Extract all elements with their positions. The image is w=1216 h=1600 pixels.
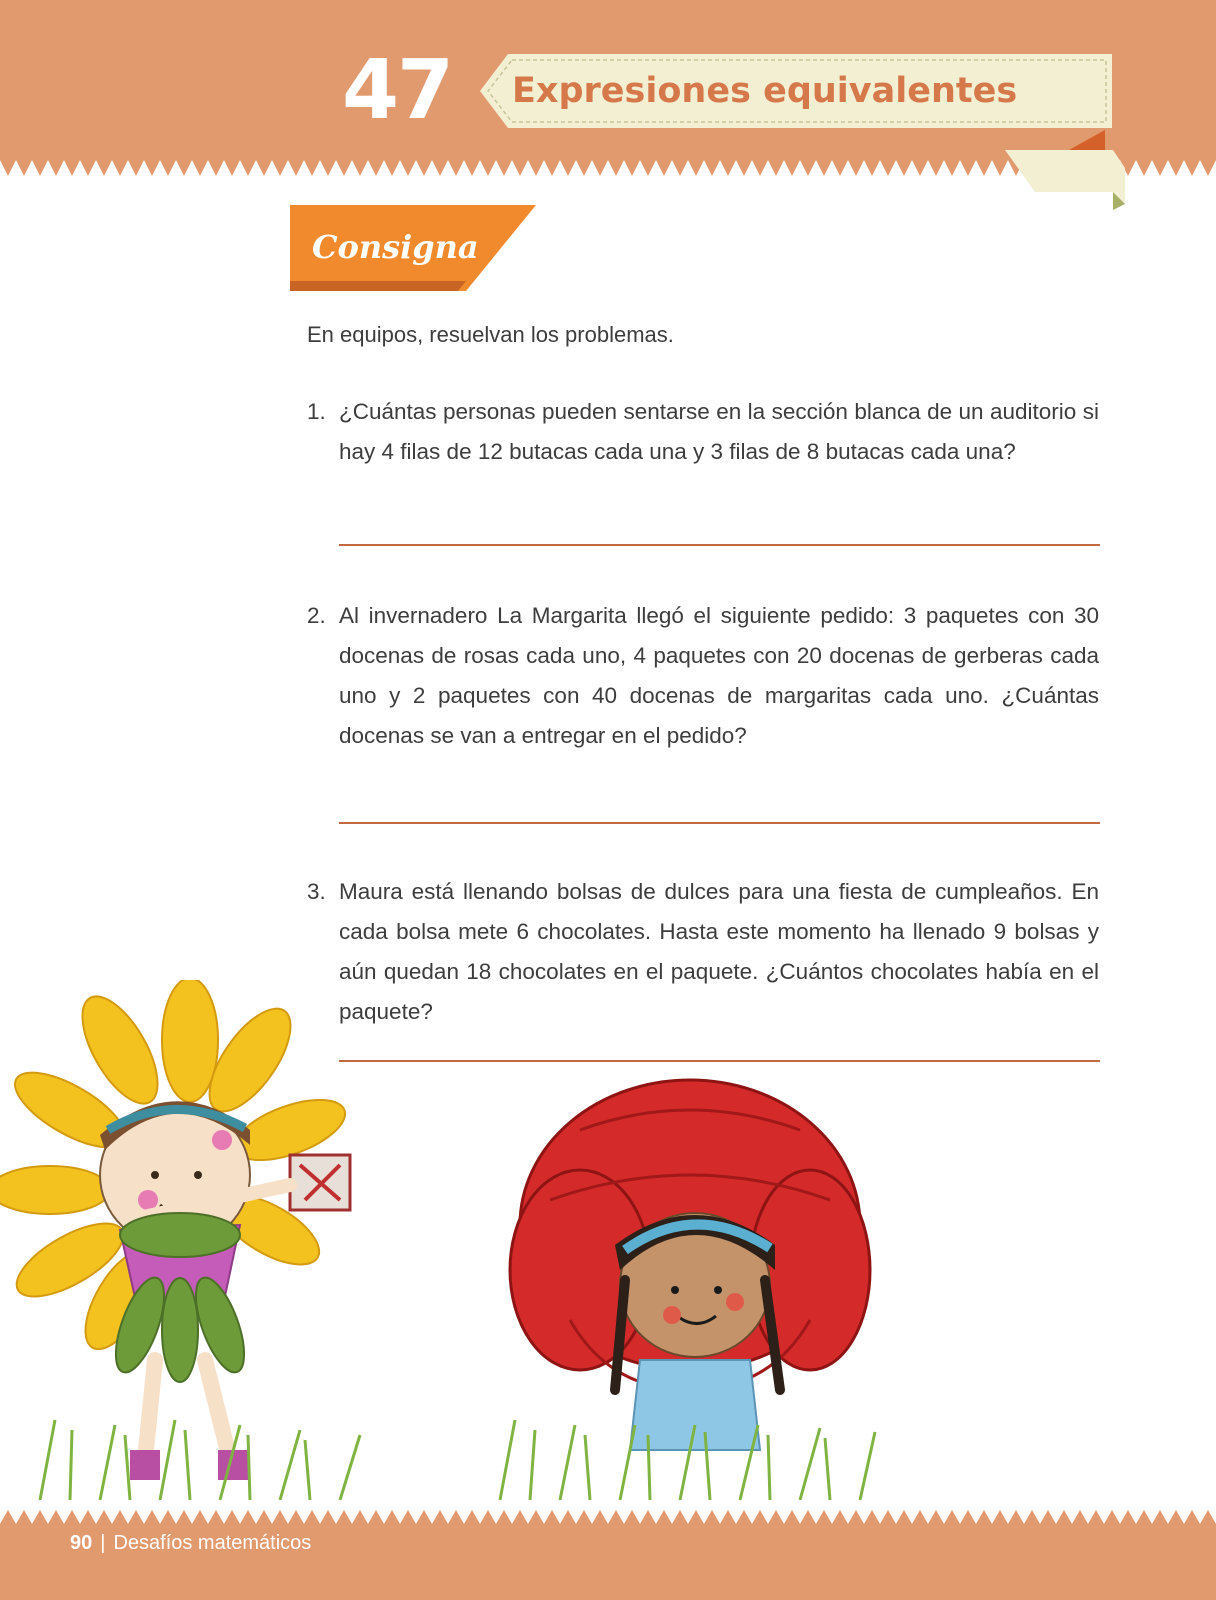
rose-girl-illustration: [490, 1070, 890, 1500]
problem-number: 3.: [307, 879, 326, 904]
lesson-title: Expresiones equivalentes: [512, 71, 1018, 111]
answer-line-1[interactable]: [339, 544, 1100, 546]
lesson-number: 47: [342, 43, 453, 138]
instruction-text: En equipos, resuelvan los problemas.: [307, 322, 674, 347]
book-title: Desafíos matemáticos: [113, 1532, 312, 1554]
answer-line-2[interactable]: [339, 822, 1100, 824]
problem-number: 1.: [307, 399, 326, 424]
sunflower-girl-illustration: [0, 980, 380, 1500]
problem-3: [307, 872, 1099, 1032]
problem-text: Al invernadero La Margarita llegó el siguiente pedido: 3 paquetes con 30 docenas de rosas cada uno, 4 paquetes con 20 docenas de gerberas cada uno y 2 paquetes con 40 docenas de margaritas cada uno. ¿Cuántas docenas se van a entregar en el pedido?: [339, 603, 1099, 748]
footer: [70, 1527, 311, 1559]
problem-text: ¿Cuántas personas pueden sentarse en la sección blanca de un auditorio si hay 4 filas de 12 butacas cada una y 3 filas de 8 butacas cada una?: [339, 399, 1099, 464]
problem-text: Maura está llenando bolsas de dulces para una fiesta de cumpleaños. En cada bolsa mete 6 chocolates. Hasta este momento ha llenado 9 bolsas y aún quedan 18 chocolates en el paquete. ¿Cuántos chocolates había en el paquete?: [339, 879, 1099, 1024]
ribbon-fold: [1005, 124, 1125, 210]
page-number: 90: [70, 1532, 93, 1554]
problem-2: [307, 596, 1099, 756]
answer-line-3[interactable]: [339, 1060, 1100, 1062]
problem-number: 2.: [307, 603, 326, 628]
footer-separator: |: [100, 1532, 106, 1554]
consigna-label: Consigna: [312, 228, 479, 266]
problem-1: [307, 392, 1099, 472]
